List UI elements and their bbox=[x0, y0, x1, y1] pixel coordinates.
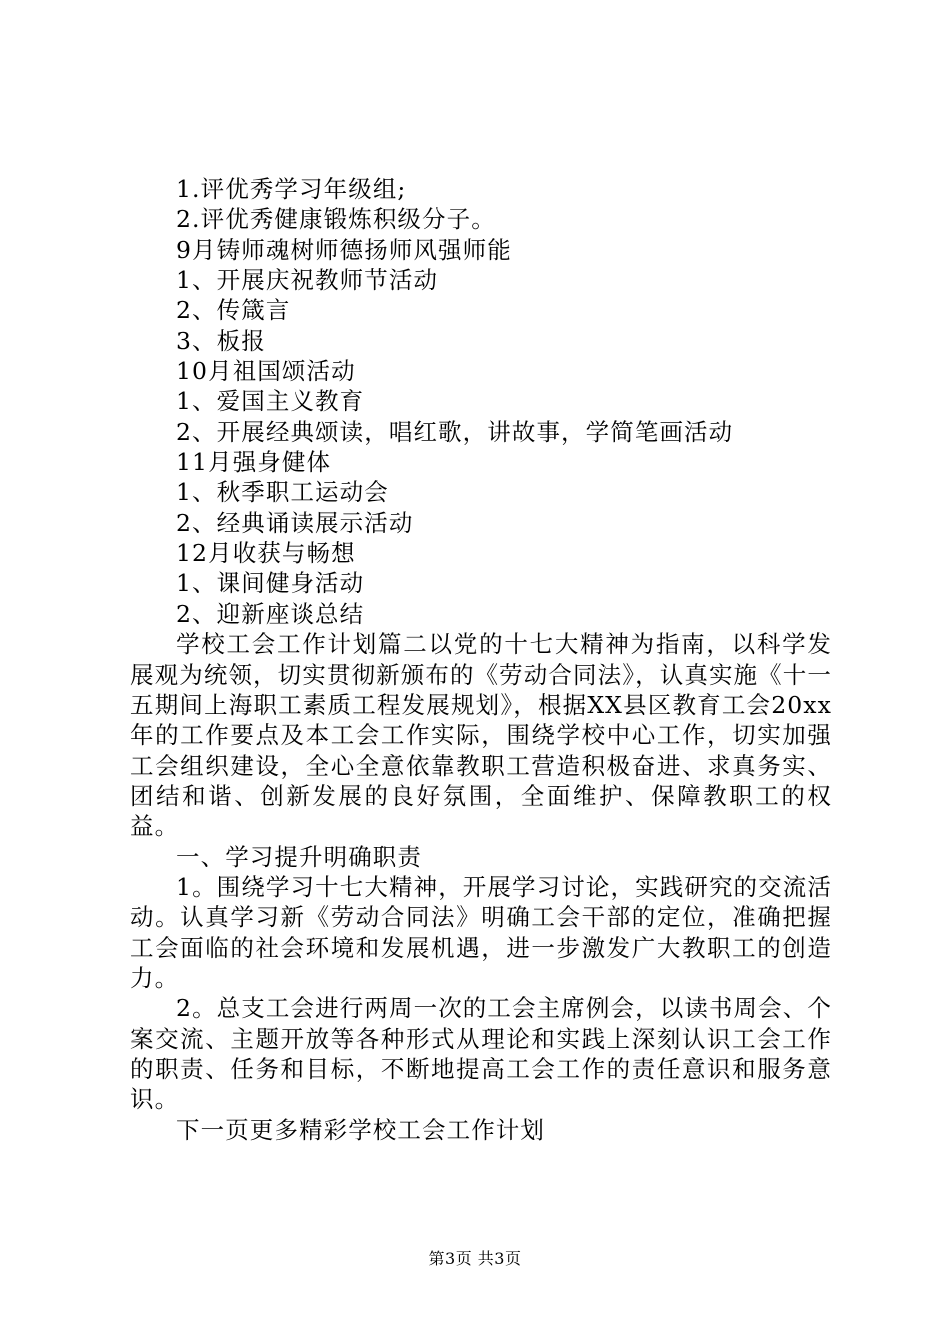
body-paragraph: 学校工会工作计划篇二以党的十七大精神为指南，以科学发展观为统领，切实贯彻新颁布的《劳动合同法》，认真实施《十一五期间上海职工素质工程发展规划》，根据XX县区教育工会20xx年的工作要点及本工会工作实际，围绕学校中心工作，切实加强工会组织建设，全心全意依靠教职工营造积极奋进、求真务实、团结和谐、创新发展的良好氛围，全面维护、保障教职工的权益。 bbox=[130, 630, 832, 841]
section-heading: 11月强身健体 bbox=[176, 448, 332, 477]
section-heading: 12月收获与畅想 bbox=[176, 539, 356, 568]
page-footer bbox=[0, 1246, 950, 1269]
list-item: 2、开展经典颂读，唱红歌，讲故事，学简笔画活动 bbox=[176, 417, 734, 446]
list-item: 2、传箴言 bbox=[176, 296, 291, 325]
page-number: 第3页 共3页 bbox=[428, 1249, 522, 1268]
list-item: 1、秋季职工运动会 bbox=[176, 478, 389, 507]
document-body bbox=[130, 174, 832, 1145]
section-heading: 10月祖国颂活动 bbox=[176, 357, 356, 386]
list-item: 1.评优秀学习年级组; bbox=[176, 175, 407, 203]
body-paragraph: 2。总支工会进行两周一次的工会主席例会，以读书周会、个案交流、主题开放等各种形式从理论和实践上深刻认识工会工作的职责、任务和目标，不断地提高工会工作的责任意识和服务意识。 bbox=[130, 994, 832, 1114]
body-paragraph: 1。围绕学习十七大精神，开展学习讨论，实践研究的交流活动。认真学习新《劳动合同法》明确工会干部的定位，准确把握工会面临的社会环境和发展机遇，进一步激发广大教职工的创造力。 bbox=[130, 872, 832, 992]
next-page-link-text: 下一页更多精彩学校工会工作计划 bbox=[176, 1115, 545, 1144]
list-item: 3、板报 bbox=[176, 326, 266, 355]
list-item: 2、经典诵读展示活动 bbox=[176, 508, 414, 537]
list-item: 2、迎新座谈总结 bbox=[176, 599, 365, 628]
list-item: 1、课间健身活动 bbox=[176, 569, 365, 598]
list-item: 1、爱国主义教育 bbox=[176, 387, 365, 416]
list-item: 2.评优秀健康锻炼积级分子。 bbox=[176, 205, 496, 234]
section-heading: 9月铸师魂树师德扬师风强师能 bbox=[176, 235, 512, 264]
list-item: 1、开展庆祝教师节活动 bbox=[176, 266, 439, 295]
section-heading: 一、学习提升明确职责 bbox=[176, 842, 422, 871]
